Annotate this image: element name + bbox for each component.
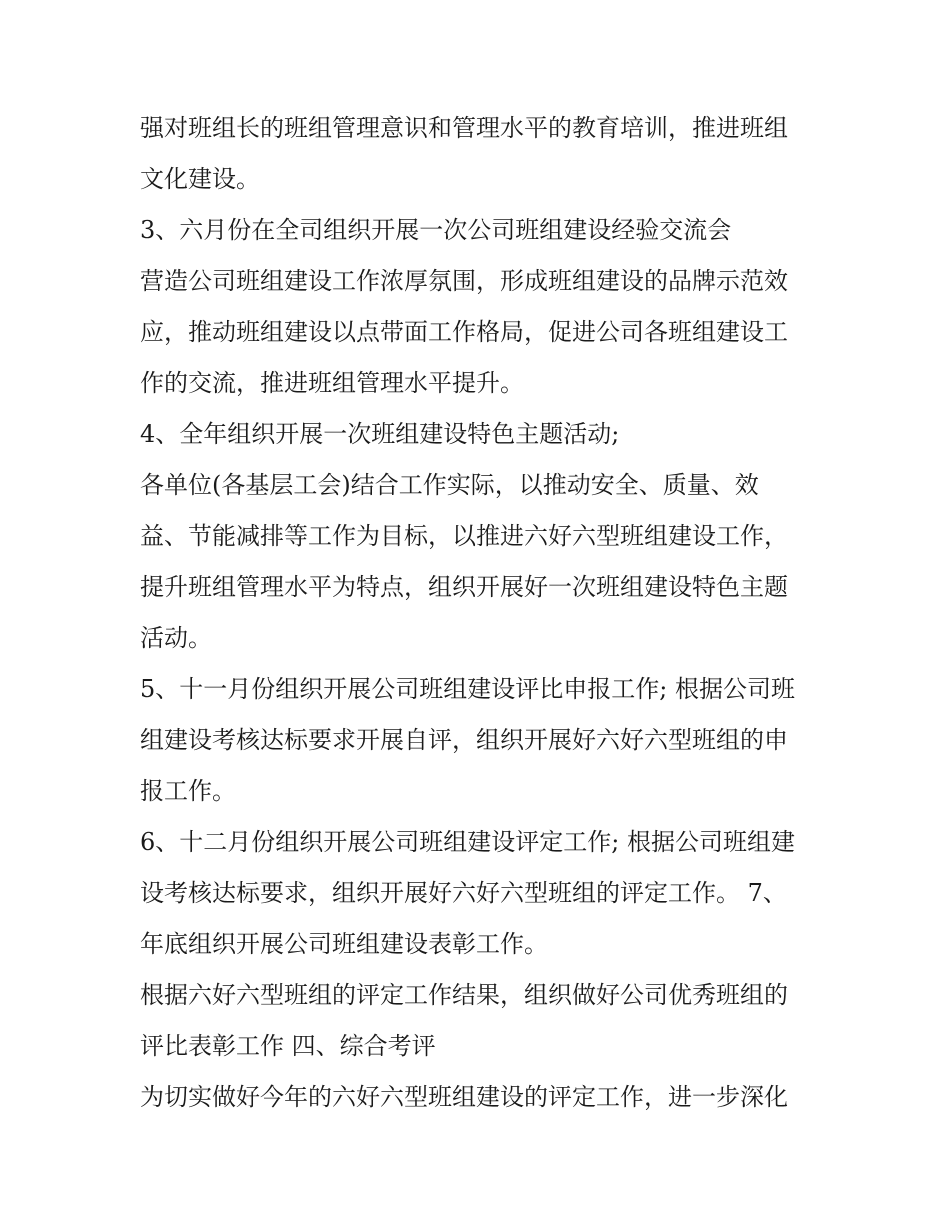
text-line: 强对班组长的班组管理意识和管理水平的教育培训，推进班组 — [140, 114, 788, 142]
text-line: 应，推动班组建设以点带面工作格局，促进公司各班组建设工 — [140, 318, 788, 346]
text-line: 6、十二月份组织开展公司班组建设评定工作; 根据公司班组建 — [140, 828, 795, 856]
text-line: 评比表彰工作 四、综合考评 — [140, 1032, 436, 1060]
text-line: 文化建设。 — [140, 165, 260, 193]
text-line: 益、节能减排等工作为目标，以推进六好六型班组建设工作， — [140, 522, 788, 550]
body-text — [140, 103, 830, 1123]
text-line: 为切实做好今年的六好六型班组建设的评定工作，进一步深化 — [140, 1083, 788, 1111]
text-line: 组建设考核达标要求开展自评，组织开展好六好六型班组的申 — [140, 726, 788, 754]
text-line: 3、六月份在全司组织开展一次公司班组建设经验交流会 — [140, 216, 732, 244]
text-line: 4、全年组织开展一次班组建设特色主题活动; — [140, 420, 620, 448]
text-line: 营造公司班组建设工作浓厚氛围，形成班组建设的品牌示范效 — [140, 267, 788, 295]
text-line: 提升班组管理水平为特点，组织开展好一次班组建设特色主题 — [140, 573, 788, 601]
text-line: 设考核达标要求，组织开展好六好六型班组的评定工作。 7、 — [140, 879, 787, 907]
text-line: 报工作。 — [140, 777, 236, 805]
text-line: 各单位(各基层工会)结合工作实际，以推动安全、质量、效 — [140, 471, 759, 499]
text-line: 活动。 — [140, 624, 212, 652]
text-line: 5、十一月份组织开展公司班组建设评比申报工作; 根据公司班 — [140, 675, 795, 703]
text-line: 根据六好六型班组的评定工作结果，组织做好公司优秀班组的 — [140, 981, 788, 1009]
text-line: 作的交流，推进班组管理水平提升。 — [140, 369, 524, 397]
text-line: 年底组织开展公司班组建设表彰工作。 — [140, 930, 548, 958]
